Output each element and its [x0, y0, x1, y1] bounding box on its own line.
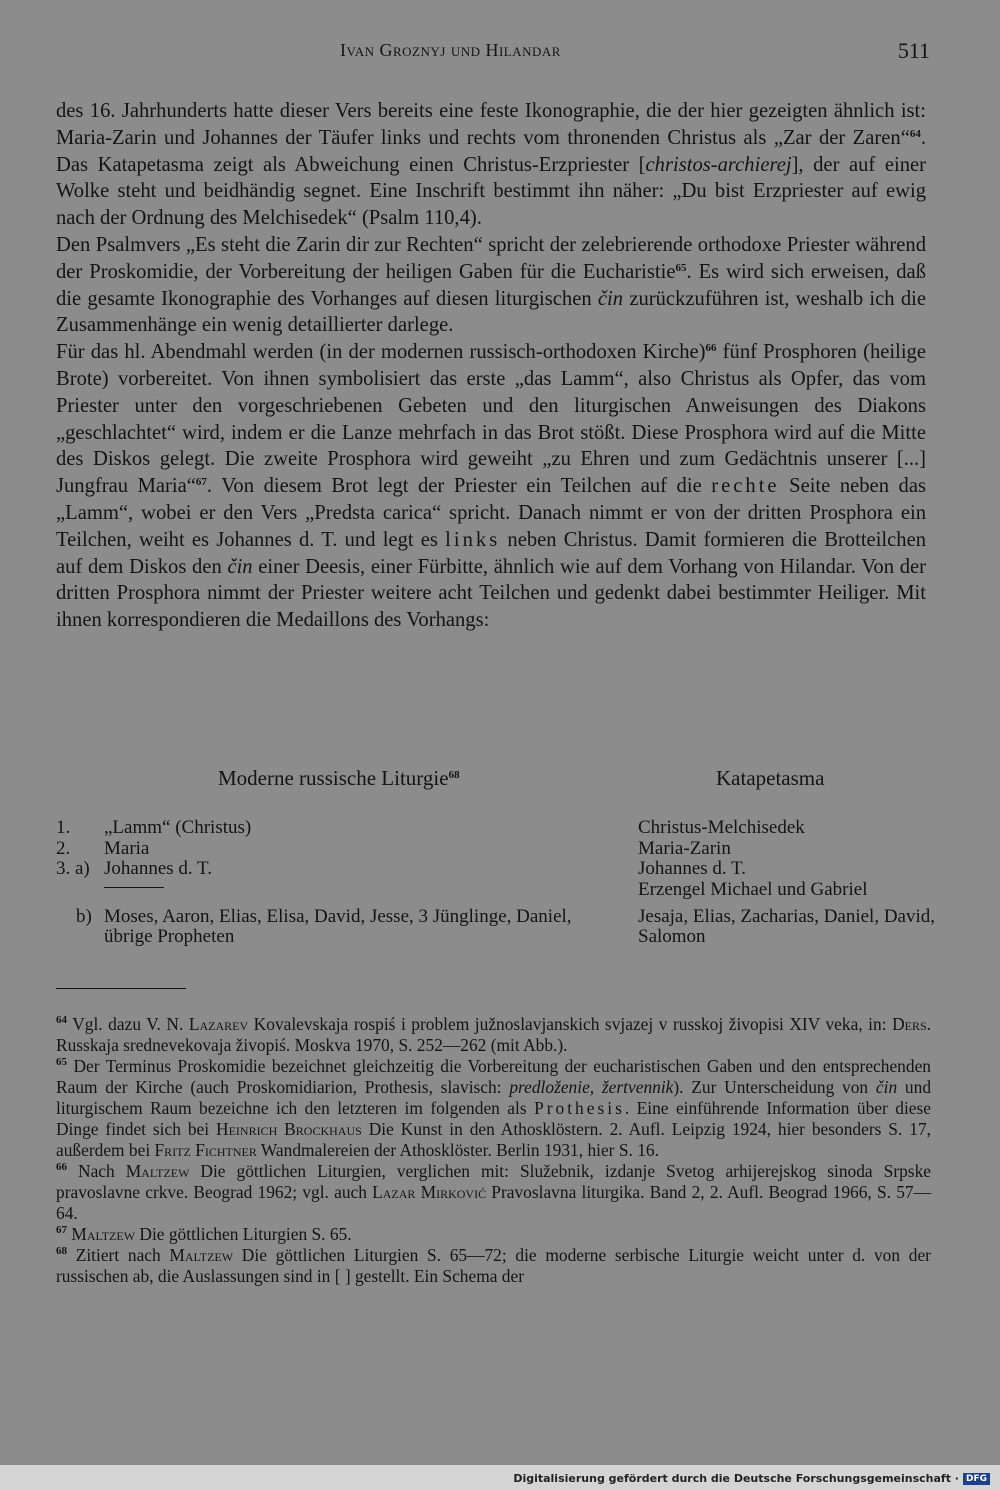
heading-text: Moderne russische Liturgie	[218, 766, 449, 790]
author-name: Maltzew	[169, 1245, 234, 1265]
separator-rule	[104, 887, 164, 888]
text-run: ). Zur Unterscheidung von	[673, 1077, 876, 1097]
page-header	[340, 40, 930, 70]
left-column-heading	[218, 766, 460, 791]
row-number: 1.	[56, 817, 71, 838]
table-row	[56, 859, 936, 880]
text-run: Kovalevskaja rospiś i problem južnoslavjanskich svjazej v russkoj živopisi XIV veka, in:	[248, 1014, 893, 1034]
text-run: Pravoslavna liturgika. Band 2, 2. Aufl. Beograd 1966, S. 57—64.	[56, 1182, 931, 1223]
author-name: Lazar Mirković	[372, 1182, 487, 1202]
footnote-65	[56, 1056, 931, 1161]
text-run: zurückzuführen ist, weshalb ich die Zusammenhänge ein wenig detaillierter darlege.	[56, 287, 926, 337]
author-name: Maltzew	[125, 1161, 190, 1181]
dfg-logo-icon: DFG	[963, 1473, 990, 1485]
left-cell: „Lamm“ (Christus)	[104, 817, 252, 838]
italic-term: čin	[597, 287, 624, 310]
text-run: neben Christus. Damit formieren die Brotteilchen auf dem Diskos den	[56, 528, 927, 578]
row-number: 2.	[56, 837, 71, 859]
footnote-number: 68	[56, 1245, 67, 1257]
italic-term: predloženie, žertvennik	[509, 1077, 674, 1097]
footnote-number: 67	[56, 1224, 67, 1236]
left-cell: Johannes d. T.	[104, 858, 213, 879]
footnote-ref: 68	[448, 769, 460, 781]
row-number: b)	[76, 905, 92, 927]
text-run: Seite neben das „Lamm“, wobei er den Vers „Predsta carica“ spricht. Danach nimmt er von der dritten Prosphora ein Teilchen, weiht es Johannes d. T. und legt es	[56, 475, 926, 551]
text-run: Die göttlichen Liturgien S. 65.	[135, 1224, 352, 1244]
footer-text: Digitalisierung gefördert durch die Deutsche Forschungsgemeinschaft ·	[513, 1472, 959, 1485]
author-name: Ders.	[892, 1014, 931, 1034]
paragraph	[56, 232, 926, 339]
right-cell: Maria-Zarin	[638, 837, 731, 859]
footnote-number: 66	[56, 1161, 67, 1173]
comparison-header	[56, 766, 926, 796]
text-run: Für das hl. Abendmahl werden (in der modernen russisch-orthodoxen Kirche)	[56, 341, 706, 364]
right-cell: Johannes d. T.	[638, 858, 747, 879]
table-row	[56, 818, 936, 839]
text-run: . Von diesem Brot legt der Priester ein Teilchen auf die	[206, 475, 712, 498]
body-text	[56, 98, 926, 634]
text-run: . Das Katapetasma zeigt als Abweichung einen Christus-Erzpriester [	[56, 126, 926, 176]
text-run: fünf Prosphoren (heilige Brote) vorbereitet. Von ihnen symbolisiert das erste „das Lamm“, also Christus als Opfer, das vom Priester unter den vorgeschriebenen Gebeten und den liturgischen Anweisungen des Diakons „geschlachtet“ wird, indem er die Lanze mehrfach in das Brot stößt. Diese Prosphora wird auf die Mitte des Diskos gelegt. Die zweite Prosphora wird geweiht „zu Ehren und zum Gedächtnis unserer [...] Jungfrau Maria“	[56, 341, 926, 498]
text-run: ], der auf einer Wolke steht und beidhändig segnet. Eine Inschrift bestimmt ihn näher: „Du bist Erzpriester auf ewig nach der Ordnung des Melchisedek“ (Psalm 110,4).	[56, 153, 926, 230]
author-name: Maltzew	[71, 1224, 136, 1244]
text-run: Den Psalmvers „Es steht die Zarin dir zur Rechten“ spricht der zelebrierende orthodoxe Priester während der Proskomidie, der Vorbereitung der heiligen Gaben für die Eucharistie	[56, 233, 926, 283]
footnotes	[56, 1014, 931, 1287]
footnote-66	[56, 1161, 931, 1224]
text-run: Nach	[67, 1161, 126, 1181]
spaced-emphasis: Prothesis	[534, 1098, 625, 1118]
footnote-ref: 64	[909, 127, 921, 140]
footnote-ref: 67	[195, 476, 207, 489]
right-column-heading: Katapetasma	[716, 766, 825, 790]
right-cell: Erzengel Michael und Gabriel	[638, 878, 868, 900]
running-title: Ivan Groznyj und Hilandar	[340, 40, 561, 60]
author-name: Heinrich Brockhaus	[216, 1119, 362, 1139]
text-run: . Es wird sich erweisen, daß die gesamte Ikonographie des Vorhanges auf diesen liturgischen	[56, 260, 926, 310]
text-run: Russkaja srednevekovaja živopiś. Moskva 1970, S. 252—262 (mit Abb.).	[56, 1035, 568, 1055]
footnote-64	[56, 1014, 931, 1056]
text-run: Die göttlichen Liturgien, verglichen mit: Služebnik, izdanje Svetog arhijerejskog sinoda Srpske pravoslavne crkve. Beograd 1962; vgl. auch	[56, 1161, 931, 1202]
spaced-emphasis: rechte	[711, 475, 780, 498]
table-row	[56, 839, 936, 860]
text-run: und liturgischem Raum bezeichne ich den letzteren im folgenden als	[56, 1077, 932, 1118]
footnote-separator	[56, 988, 186, 989]
comparison-table	[56, 818, 936, 948]
footnote-number: 64	[56, 1014, 67, 1026]
footnote-number: 65	[56, 1056, 67, 1068]
italic-term: christos-archierej	[645, 153, 792, 176]
right-cell: Jesaja, Elias, Zacharias, Daniel, David, Salomon	[638, 905, 936, 947]
footnote-ref: 66	[705, 342, 717, 355]
left-cell: Moses, Aaron, Elias, Elisa, David, Jesse, 3 Jünglinge, Daniel, übrige Propheten	[104, 905, 572, 947]
footnote-ref: 65	[675, 261, 687, 274]
right-cell: Christus-Melchisedek	[638, 817, 805, 838]
footnote-67	[56, 1224, 931, 1245]
paragraph	[56, 98, 926, 232]
text-run: des 16. Jahrhunderts hatte dieser Vers bereits eine feste Ikonographie, die der hier gezeigten ähnlich ist: Maria-Zarin und Johannes der Täufer links und rechts vom thronenden Christus als „Zar der Zaren“	[56, 100, 926, 149]
spaced-emphasis: links	[445, 528, 501, 551]
italic-term: čin	[227, 555, 253, 578]
text-run: Der Terminus Proskomidie bezeichnet gleichzeitig die Vorbereitung der eucharistischen Gaben und den entsprechenden Raum der Kirche (auch Proskomidiarion, Prothesis, slavisch:	[56, 1056, 931, 1097]
footnote-68	[56, 1245, 931, 1287]
text-run: Zitiert nach	[67, 1245, 170, 1265]
text-run: . Eine einführende Information über diese Dinge findet sich bei	[56, 1098, 932, 1139]
row-number: 3. a)	[56, 858, 90, 879]
author-name: Fritz Fichtner	[154, 1140, 257, 1160]
page-number: 511	[897, 38, 930, 63]
paragraph	[56, 339, 926, 634]
italic-term: čin	[875, 1077, 898, 1097]
text-run: einer Deesis, einer Fürbitte, ähnlich wie auf dem Vorhang von Hilandar. Von der dritten Prosphora nimmt der Priester weitere acht Teilchen und gedenkt dabei bestimmter Heiliger. Mit ihnen korrespondieren die Medaillons des Vorhangs:	[56, 555, 926, 632]
left-cell: Maria	[104, 837, 150, 859]
table-row	[56, 880, 936, 901]
text-run: Die göttlichen Liturgien S. 65—72; die moderne serbische Liturgie weicht unter d. von der russischen ab, die Auslassungen sind in [ ] gestellt. Ein Schema der	[56, 1245, 931, 1286]
text-run: Die Kunst in den Athosklöstern. 2. Aufl. Leipzig 1924, hier besonders S. 17, außerdem bei	[56, 1119, 931, 1160]
digitization-footer	[513, 1472, 990, 1485]
table-row	[56, 907, 936, 948]
text-run: Wandmalereien der Athosklöster. Berlin 1931, hier S. 16.	[256, 1140, 659, 1160]
text-run: Vgl. dazu V. N.	[67, 1014, 189, 1034]
author-name: Lazarev	[188, 1014, 249, 1034]
